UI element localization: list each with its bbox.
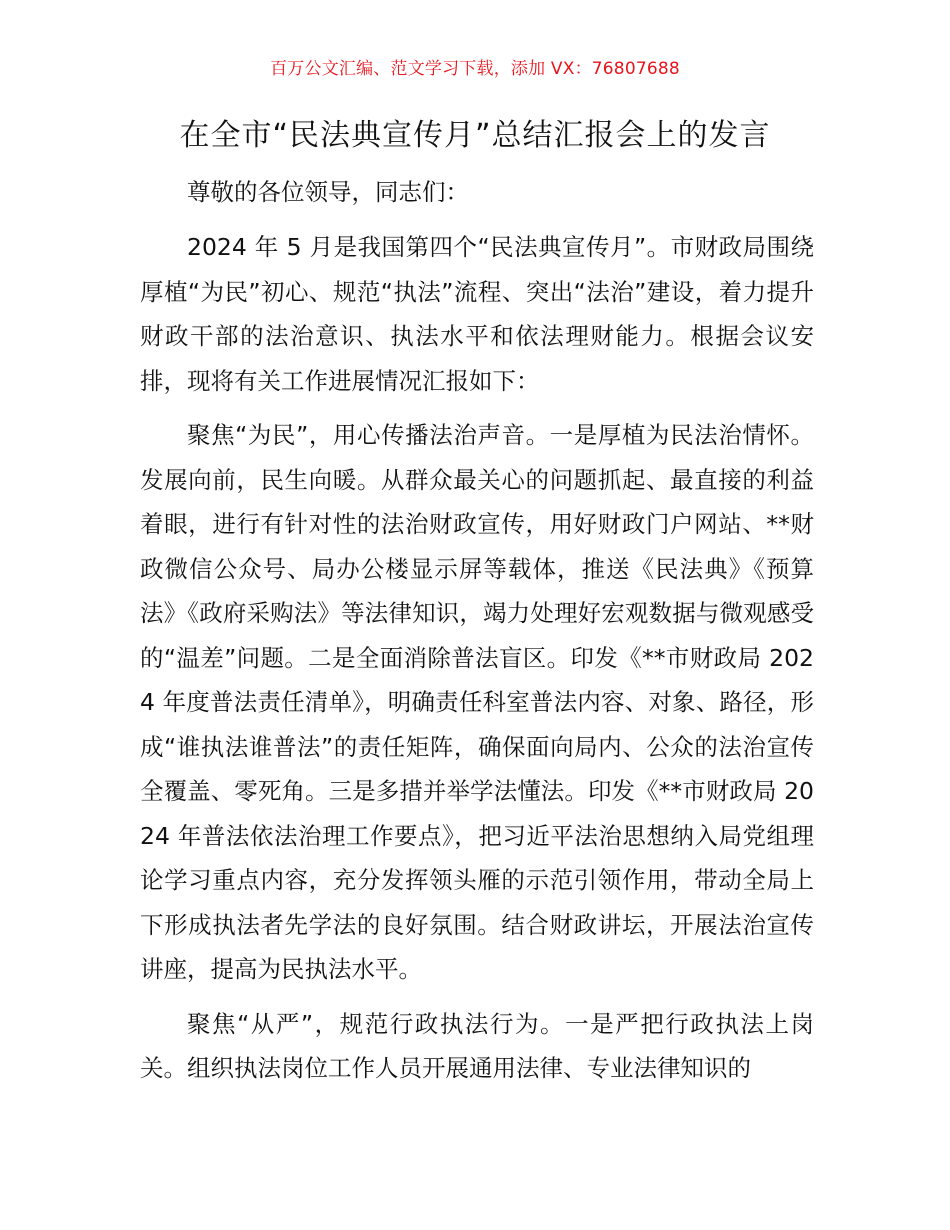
- document-body: [140, 170, 814, 1091]
- watermark-banner: 百万公文汇编、范文学习下载，添加 VX：76807688: [270, 59, 680, 79]
- paragraph-intro: 2024 年 5 月是我国第四个“民法典宣传月”。市财政局围绕厚植“为民”初心、规范“执法”流程、突出“法治”建设，着力提升财政干部的法治意识、执法水平和依法理财能力。根据会议安排，现将有关工作进展情况汇报如下：: [140, 233, 814, 395]
- paragraph-for-the-people: 聚焦“为民”，用心传播法治声音。一是厚植为民法治情怀。发展向前，民生向暖。从群众最关心的问题抓起、最直接的利益着眼，进行有针对性的法治财政宣传，用好财政门户网站、**财政微信公众号、局办公楼显示屏等载体，推送《民法典》《预算法》《政府采购法》等法律知识，竭力处理好宏观数据与微观感受的“温差”问题。二是全面消除普法盲区。印发《**市财政局 2024 年度普法责任清单》，明确责任科室普法内容、对象、路径，形成“谁执法谁普法”的责任矩阵，确保面向局内、公众的法治宣传全覆盖、零死角。三是多措并举学法懂法。印发《**市财政局 2024 年普法依法治理工作要点》，把习近平法治思想纳入局党组理论学习重点内容，充分发挥领头雁的示范引领作用，带动全局上下形成执法者先学法的良好氛围。结合财政讲坛，开展法治宣传讲座，提高为民执法水平。: [140, 421, 814, 983]
- document-title: 在全市“民法典宣传月”总结汇报会上的发言: [179, 118, 771, 153]
- salutation: 尊敬的各位领导，同志们：: [187, 178, 469, 206]
- paragraph-strict-enforcement: 聚焦“从严”，规范行政执法行为。一是严把行政执法上岗关。组织执法岗位工作人员开展通用法律、专业法律知识的: [140, 1009, 814, 1082]
